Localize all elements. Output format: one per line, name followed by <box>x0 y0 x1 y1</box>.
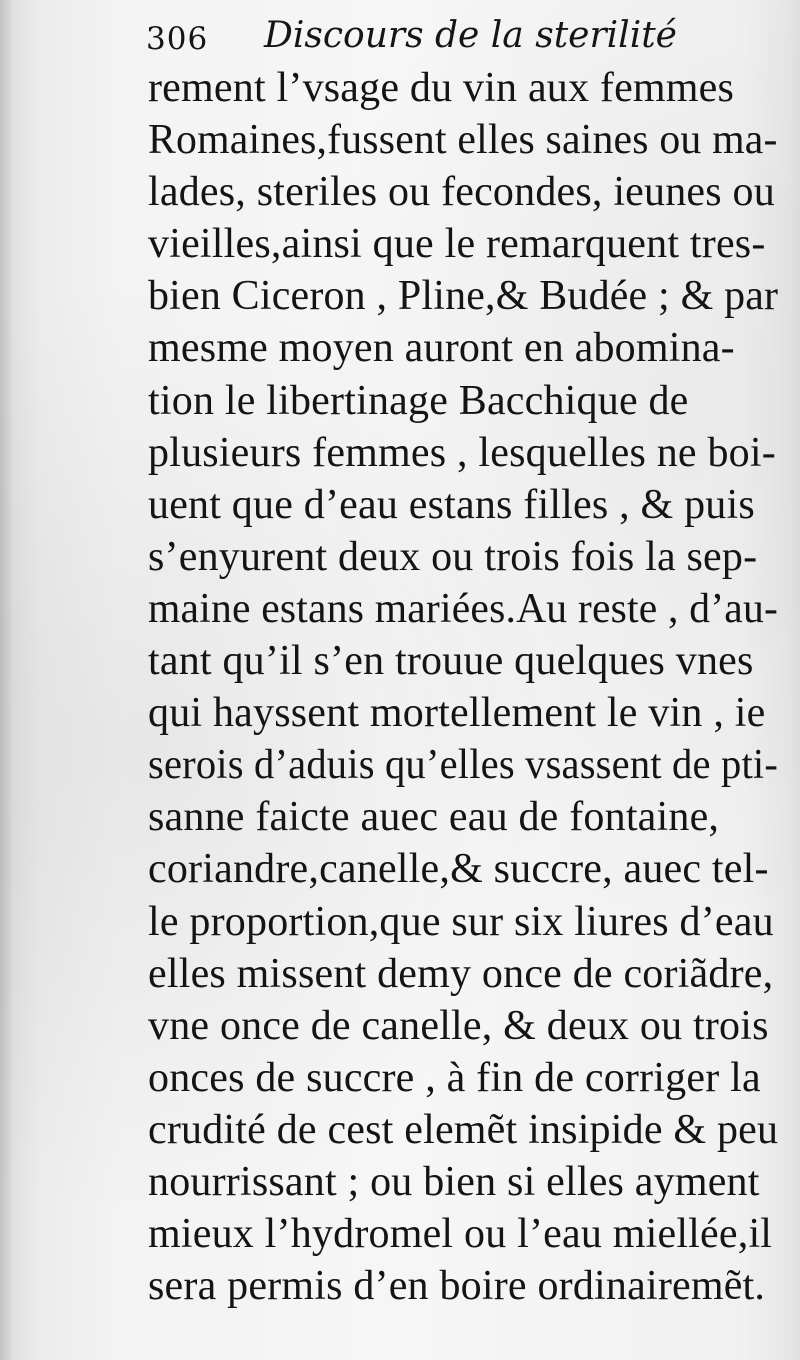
text-line: sera permis d’en boire ordinairemẽt. <box>148 1263 766 1310</box>
text-line: mieux l’hydromel ou l’eau miellée,il <box>148 1211 773 1258</box>
text-line: sanne faicte auec eau de fontaine, <box>148 794 720 841</box>
text-line: plusieurs femmes , lesquelles ne boi- <box>148 429 776 476</box>
text-line: serois d’aduis qu’elles vsassent de pti- <box>148 742 779 789</box>
text-line: le proportion,que sur six liures d’eau <box>148 898 774 945</box>
text-line: nourrissant ; ou bien si elles ayment <box>148 1158 760 1205</box>
text-line: onces de succre , à fin de corriger la <box>148 1054 761 1101</box>
gutter-shadow <box>0 0 14 1360</box>
text-line: maine estans mariées.Au reste , d’au- <box>148 585 779 632</box>
text-line: coriandre,canelle,& succre, auec tel- <box>148 846 769 893</box>
text-line: vieilles,ainsi que le remarquent tres- <box>148 221 766 268</box>
text-line: qui hayssent mortellement le vin , ie <box>148 690 766 737</box>
body-text <box>148 62 778 1312</box>
text-line: uent que d’eau estans filles , & puis <box>148 481 755 528</box>
text-line: mesme moyen auront en abomina- <box>148 325 735 372</box>
text-line: tion le libertinage Bacchique de <box>148 377 689 424</box>
text-line: s’enyurent deux ou trois fois la sep- <box>148 533 758 580</box>
running-title: Discours de la sterilité <box>264 15 677 56</box>
page-number: 306 <box>146 21 209 57</box>
text-line: crudité de cest elemẽt insipide & peu <box>148 1106 779 1153</box>
text-line: elles missent demy once de coriãdre, <box>148 950 774 997</box>
text-line: lades, steriles ou fecondes, ieunes ou <box>148 169 775 216</box>
text-line: vne once de canelle, & deux ou trois <box>148 1002 769 1049</box>
text-line: tant qu’il s’en trouue quelques vnes <box>148 638 754 685</box>
text-line: Romaines,fussent elles saines ou ma- <box>148 117 778 164</box>
text-line: bien Ciceron , Pline,& Budée ; & par <box>148 273 779 320</box>
text-line: rement l’vsage du vin aux femmes <box>148 65 735 111</box>
